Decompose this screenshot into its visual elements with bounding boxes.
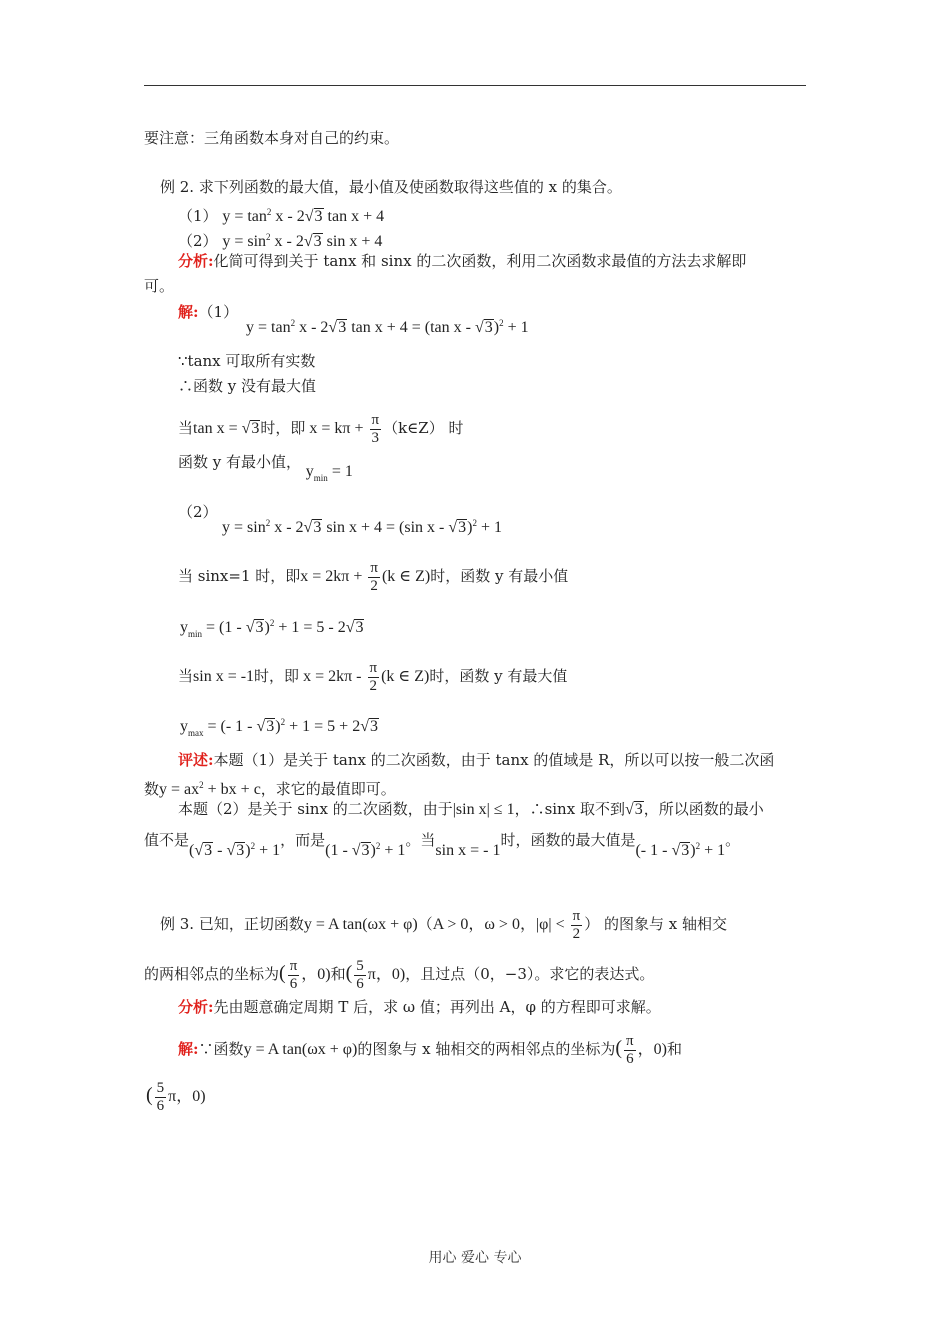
c4d: 时，函数的最大值是 [500, 831, 636, 849]
shi-text: 时 [448, 419, 464, 438]
ex2-analysis-cont: 可。 [144, 277, 175, 295]
analysis-label: 分析: [178, 252, 214, 270]
ex3-sol-a: ∵函数 [198, 1040, 244, 1059]
when2-text: 当 sinx=1 时，即 [178, 567, 301, 586]
not-min-expr: (√3 - √3)$^2$ + 1 [189, 841, 281, 859]
min1-text: 函数 y 有最小值， [178, 453, 302, 471]
ex3-line2b: 和 [330, 965, 346, 984]
sol-formula-1: $y = \tan^2 x - 2√3$ tan x + 4 = (tan x - √3)$^2$ + 1 [246, 318, 529, 336]
when-sinm1-line [178, 660, 567, 695]
c4c: 。当 [405, 831, 436, 849]
comment2b: ，求它的最值即可。 [260, 780, 396, 798]
analysis-text: 化简可得到关于 tanx 和 sinx 的二次函数，利用二次函数求最值的方法去求解即 [213, 252, 747, 270]
ex2-title: 例 2. 求下列函数的最大值，最小值及使函数取得这些值的 x 的集合。 [160, 178, 622, 196]
ex2-analysis [178, 251, 746, 271]
is-min-expr: (1 - √3)$^2$ + 1 [325, 841, 406, 859]
c3a: 本题（2）是关于 sinx 的二次函数，由于 [178, 800, 453, 818]
min2-text: 时，函数 y 有最小值 [430, 567, 569, 586]
c4e: 。 [725, 831, 741, 849]
ex3-line2a: 的两相邻点的坐标为 [144, 965, 280, 984]
sqrt3-c: √3 [624, 801, 643, 818]
tan-func: y = A tan(ωx + φ) [303, 916, 418, 934]
ex3-title: 例 3. 已知，正切函数y = A tan(ωx + φ)（A > 0，ω > 0，|φ| < $\frac{\pi}{2}$ ） 的图象与 x 轴相交 [160, 908, 727, 942]
tan-func-2: y = A tan(ωx + φ) [243, 1041, 358, 1059]
c4a: 值不是 [144, 831, 190, 849]
point-2: ( $\frac{5}{6}$ π，0) [345, 958, 406, 992]
ex3-analysis [178, 997, 661, 1017]
shi-ji-text: 时，即 [260, 419, 306, 438]
ex3-sol-b: 的图象与 x 轴相交的两相邻点的坐标为 [357, 1040, 616, 1059]
sol-part1-label: （1） [198, 303, 239, 321]
kz-text: （k∈Z） [383, 419, 444, 438]
comment-line [178, 750, 774, 770]
part1-label: （1） [178, 207, 218, 225]
solution-label: 解: [178, 303, 199, 321]
formula-2: $y = \sin^2 x - 2√3$ sin x + 4 [222, 232, 383, 250]
shi-ji3-text: 时，即 [254, 667, 300, 686]
ex3-sol-c: 和 [666, 1040, 682, 1059]
sin-m1-expr: sin x = - 1 [435, 842, 501, 859]
c4b: ，而是 [280, 831, 326, 849]
comment-line-2 [144, 775, 396, 800]
ymin-eq-1: $y_{min} = 1$ [305, 463, 353, 483]
ex3-line2c: ，且过点（0，−3）。求它的表达式。 [405, 965, 655, 984]
when-tan-line [178, 412, 464, 447]
c3c: ，所以函数的最小 [643, 800, 764, 818]
tan-eq: tan x = √3 [193, 420, 260, 438]
page-footer: 用心 爱心 专心 [428, 1250, 522, 1266]
ymax-eq: $y_{max}$ = (- 1 - √3)$^2$ + 1 = 5 + 2√3 [180, 717, 378, 738]
comment-label: 评述: [178, 751, 214, 769]
ex2-part1 [178, 202, 384, 227]
c3b: ，∴sinx 取不到 [514, 800, 625, 818]
ex2-part2 [178, 227, 382, 252]
abs-sin-ineq: |sin x| ≤ 1 [452, 801, 515, 818]
ex3-solution-label: 解: [178, 1040, 199, 1059]
point-2b: ( $\frac{5}{6}$ π，0) [146, 1080, 206, 1114]
ex3-title-a: 例 3. 已知，正切函数 [160, 915, 304, 934]
because-line: ∵tanx 可取所有实数 [178, 352, 316, 370]
point-1b: ( $\frac{\pi}{6}$ ，0) [615, 1033, 667, 1067]
max3-text: 时，函数 y 有最大值 [429, 667, 568, 686]
point-1: ( $\frac{\pi}{6}$ ，0) [279, 958, 331, 992]
header-rule [144, 85, 806, 86]
comment-text: 本题（1）是关于 tanx 的二次函数，由于 tanx 的值域是 R，所以可以按一般二次函 [213, 751, 775, 769]
when-sin1-line [178, 560, 568, 595]
when3-text: 当 [178, 667, 194, 686]
note-line: 要注意：三角函数本身对自己的约束。 [144, 129, 400, 147]
part2-label: （2） [178, 232, 218, 250]
x-eq-1: x = kπ + $\frac{\pi}{3}$ [305, 412, 380, 446]
comment2a: 数 [144, 780, 160, 798]
min1-line [178, 452, 353, 483]
ex2-solution-label [178, 302, 238, 322]
when-text: 当 [178, 419, 194, 438]
ex3-analysis-label: 分析: [178, 998, 214, 1016]
x-eq-2: x = 2kπ + $\frac{\pi}{2}$ (k ∈ Z) [300, 560, 431, 594]
ymin-eq-2: $y_{min} = (1 - √3)^2 + 1 = 5 - 2√3$ [180, 618, 364, 639]
formula-1: $y = \tan^2 x - 2√3$ tan x + 4 [222, 207, 385, 225]
sin-eq: sin x = -1 [193, 668, 255, 686]
max-expr: (- 1 - √3)$^2$ + 1 [635, 841, 726, 859]
ex3-title-b: 的图象与 x 轴相交 [603, 915, 727, 934]
ex3-line2 [144, 958, 654, 993]
ex3-solution [178, 1033, 682, 1068]
comment-line-4 [144, 826, 741, 859]
sol-part2-label: （2） [178, 503, 218, 521]
ex3-analysis-text: 先由题意确定周期 T 后，求 ω 值；再列出 A，φ 的方程即可求解。 [213, 998, 661, 1016]
therefore-line: ∴函数 y 没有最大值 [178, 377, 317, 395]
comment-line-3 [178, 799, 764, 820]
quadratic-eq: $y = ax^2$ + bx + c [159, 780, 261, 798]
x-eq-3: x = 2kπ - $\frac{\pi}{2}$ (k ∈ Z) [299, 660, 430, 694]
sol-formula-2: $y = \sin^2 x - 2√3$ sin x + 4 = (sin x - √3)$^2$ + 1 [222, 518, 502, 536]
